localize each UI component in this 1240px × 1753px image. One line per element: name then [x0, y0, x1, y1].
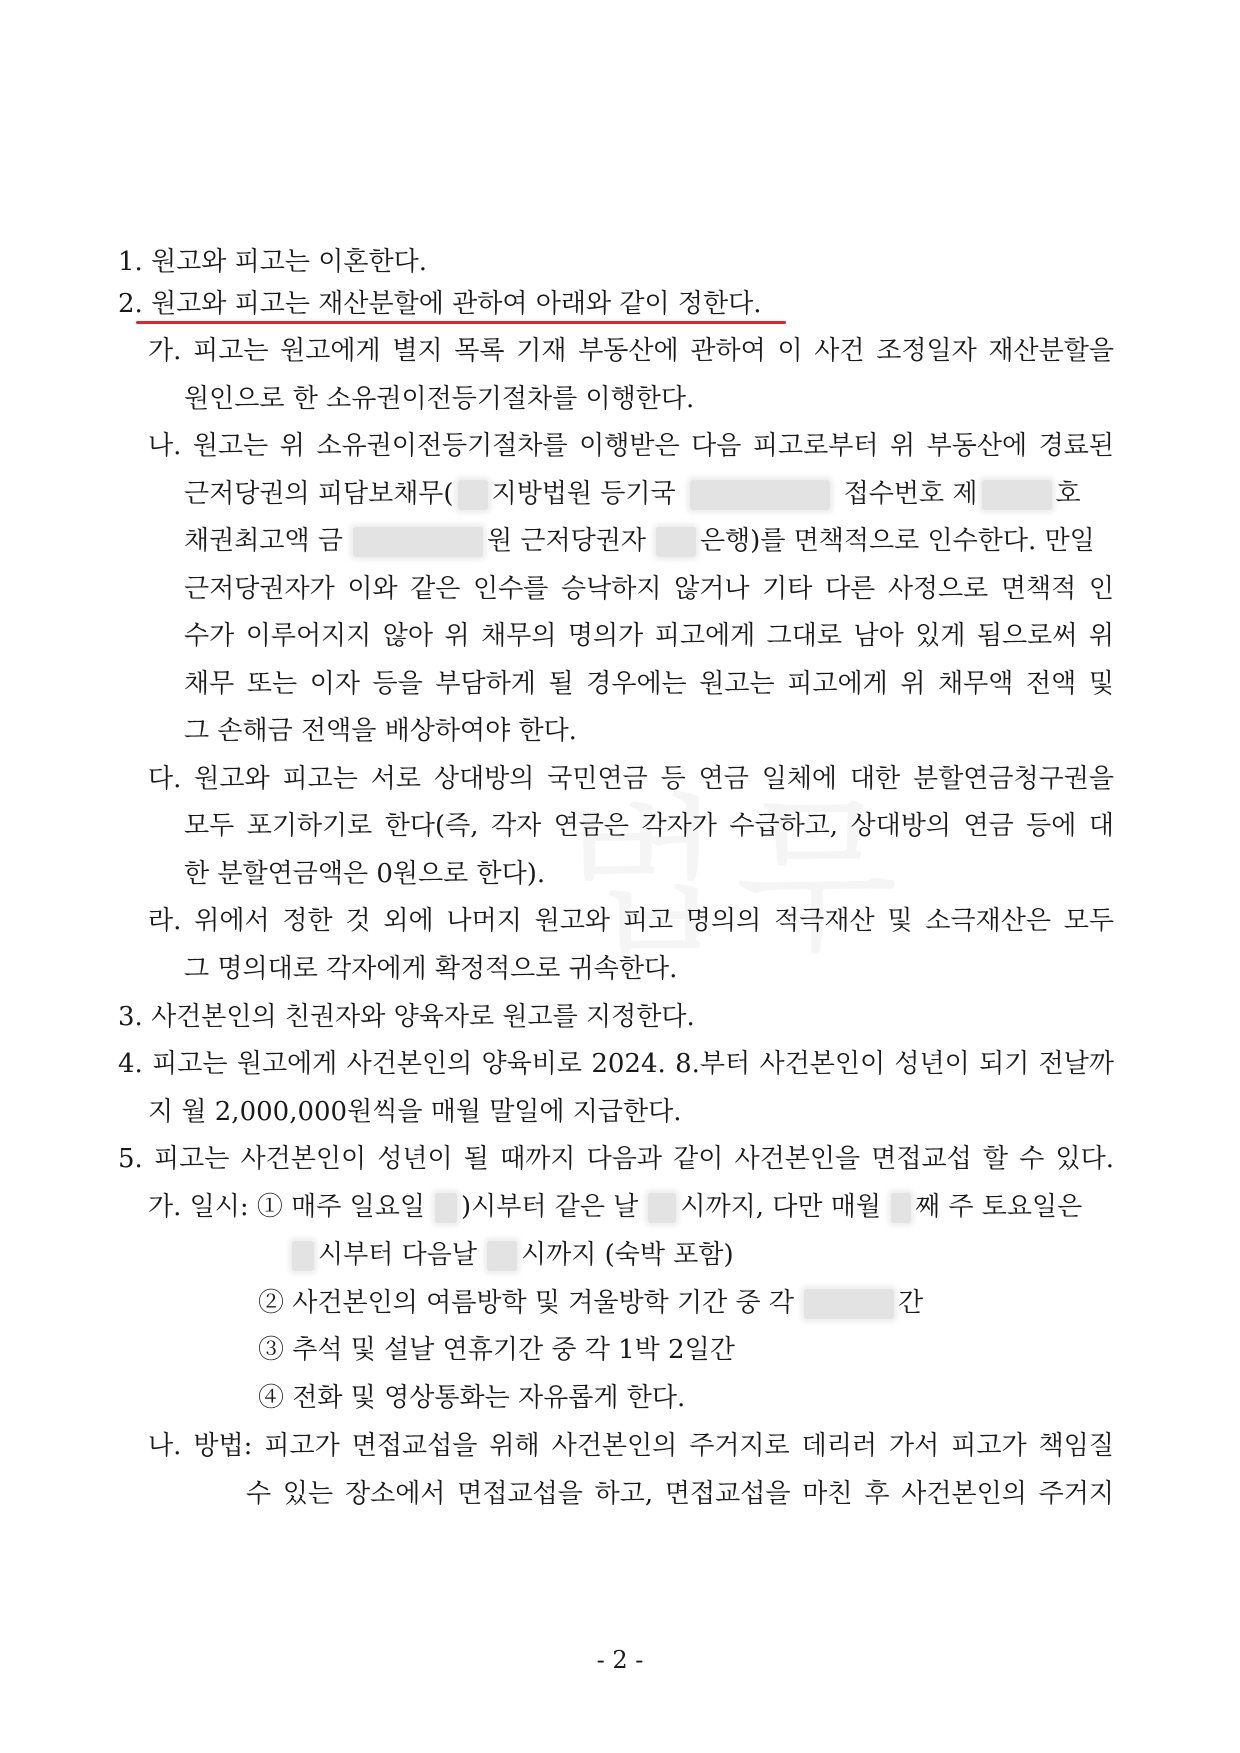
item-2-na-line7: 그 손해금 전액을 배상하여야 한다. [184, 716, 577, 746]
item-5-ga-line2 [292, 1237, 734, 1273]
item-1: 1. 원고와 피고는 이혼한다. [118, 247, 428, 277]
item-5-na-line1: 나. 방법: 피고가 면접교섭을 위해 사건본인의 주거지로 데리러 가서 피고가 책임질 [148, 1431, 1114, 1461]
item-2-ra-line1: 라. 위에서 정한 것 외에 나머지 원고와 피고 명의의 적극재산 및 소극재산은 모두 [148, 906, 1114, 936]
text-segment: 째 주 토요일은 [915, 1192, 1083, 1222]
text-segment: 간 [897, 1288, 924, 1318]
item-5-ga-line5: ④ 전화 및 영상통화는 자유롭게 한다. [258, 1383, 686, 1413]
red-underline [136, 321, 786, 324]
redacted-block [353, 527, 483, 557]
item-2-ga-line1: 가. 피고는 원고에게 별지 목록 기재 부동산에 관하여 이 사건 조정일자 재산분할을 [148, 336, 1114, 366]
item-4-line2: 지 월 2,000,000원씩을 매월 말일에 지급한다. [148, 1097, 682, 1127]
text-segment: 채권최고액 금 [184, 526, 343, 556]
text-segment: 시까지 (숙박 포함) [520, 1240, 734, 1270]
redacted-block [648, 1193, 676, 1223]
text-segment: 은행)를 면책적으로 인수한다. 만일 [699, 526, 1095, 556]
redacted-block [804, 1289, 894, 1319]
item-2-da-line3: 한 분할연금액은 0원으로 한다). [184, 859, 546, 889]
item-4-line1: 4. 피고는 원고에게 사건본인의 양육비로 2024. 8.부터 사건본인이 성년이 되기 전날까 [118, 1049, 1114, 1079]
item-5-ga-line4: ③ 추석 및 설날 연휴기간 중 각 1박 2일간 [258, 1335, 735, 1365]
item-3: 3. 사건본인의 친권자와 양육자로 원고를 지정한다. [118, 1002, 695, 1032]
redacted-block [891, 1193, 911, 1223]
item-2: 2. 원고와 피고는 재산분할에 관하여 아래와 같이 정한다. [118, 289, 762, 319]
item-2-ra-line2: 그 명의대로 각자에게 확정적으로 귀속한다. [184, 954, 678, 984]
text-segment: 접수번호 제 [843, 479, 978, 509]
item-2-na-line1: 나. 원고는 위 소유권이전등기절차를 이행받은 다음 피고로부터 위 부동산에 경료된 [148, 431, 1114, 461]
redacted-block [292, 1241, 314, 1271]
text-segment: 시까지, 다만 매월 [680, 1192, 881, 1222]
redacted-block [982, 480, 1052, 510]
text-segment: 호 [1055, 479, 1081, 509]
item-5-ga-line3 [258, 1285, 923, 1321]
redacted-block [656, 527, 696, 557]
item-2-na-line3 [184, 523, 1114, 559]
text-segment: ② 사건본인의 여름방학 및 겨울방학 기간 중 각 [258, 1288, 794, 1318]
item-2-da-line1: 다. 원고와 피고는 서로 상대방의 국민연금 등 연금 일체에 대한 분할연금청구권을 [148, 764, 1114, 794]
text-segment: )시부터 같은 날 [461, 1192, 639, 1222]
redacted-block [487, 1241, 517, 1271]
text-segment: 가. 일시: ① 매주 일요일 [148, 1192, 426, 1222]
item-2-da-line2: 모두 포기하기로 한다(즉, 각자 연금은 각자가 수급하고, 상대방의 연금 등에 대 [184, 811, 1114, 841]
page-number: - 2 - [596, 1646, 644, 1674]
item-2-na-line6: 채무 또는 이자 등을 부담하게 될 경우에는 원고는 피고에게 위 채무액 전액 및 [184, 669, 1114, 699]
item-2-na-line5: 수가 이루어지지 않아 위 채무의 명의가 피고에게 그대로 남아 있게 됨으로써 위 [184, 621, 1114, 651]
item-5-ga-line1 [148, 1189, 1114, 1225]
redacted-block [435, 1193, 457, 1223]
item-2-na-line2 [184, 476, 1114, 512]
text-segment: 근저당권의 피담보채무( [184, 479, 454, 509]
text-segment: 원 근저당권자 [486, 526, 646, 556]
text-segment: 지방법원 등기국 [491, 479, 676, 509]
redacted-block [458, 480, 488, 510]
item-5: 5. 피고는 사건본인이 성년이 될 때까지 다음과 같이 사건본인을 면접교섭 할 수 있다. [118, 1144, 1114, 1174]
redacted-block [690, 480, 830, 510]
item-2-ga-line2: 원인으로 한 소유권이전등기절차를 이행한다. [184, 384, 695, 414]
text-segment: 시부터 다음날 [318, 1240, 477, 1270]
item-5-na-line2: 수 있는 장소에서 면접교섭을 하고, 면접교섭을 마친 후 사건본인의 주거지 [246, 1479, 1114, 1509]
item-2-na-line4: 근저당권자가 이와 같은 인수를 승낙하지 않거나 기타 다른 사정으로 면책적 인 [184, 574, 1115, 604]
